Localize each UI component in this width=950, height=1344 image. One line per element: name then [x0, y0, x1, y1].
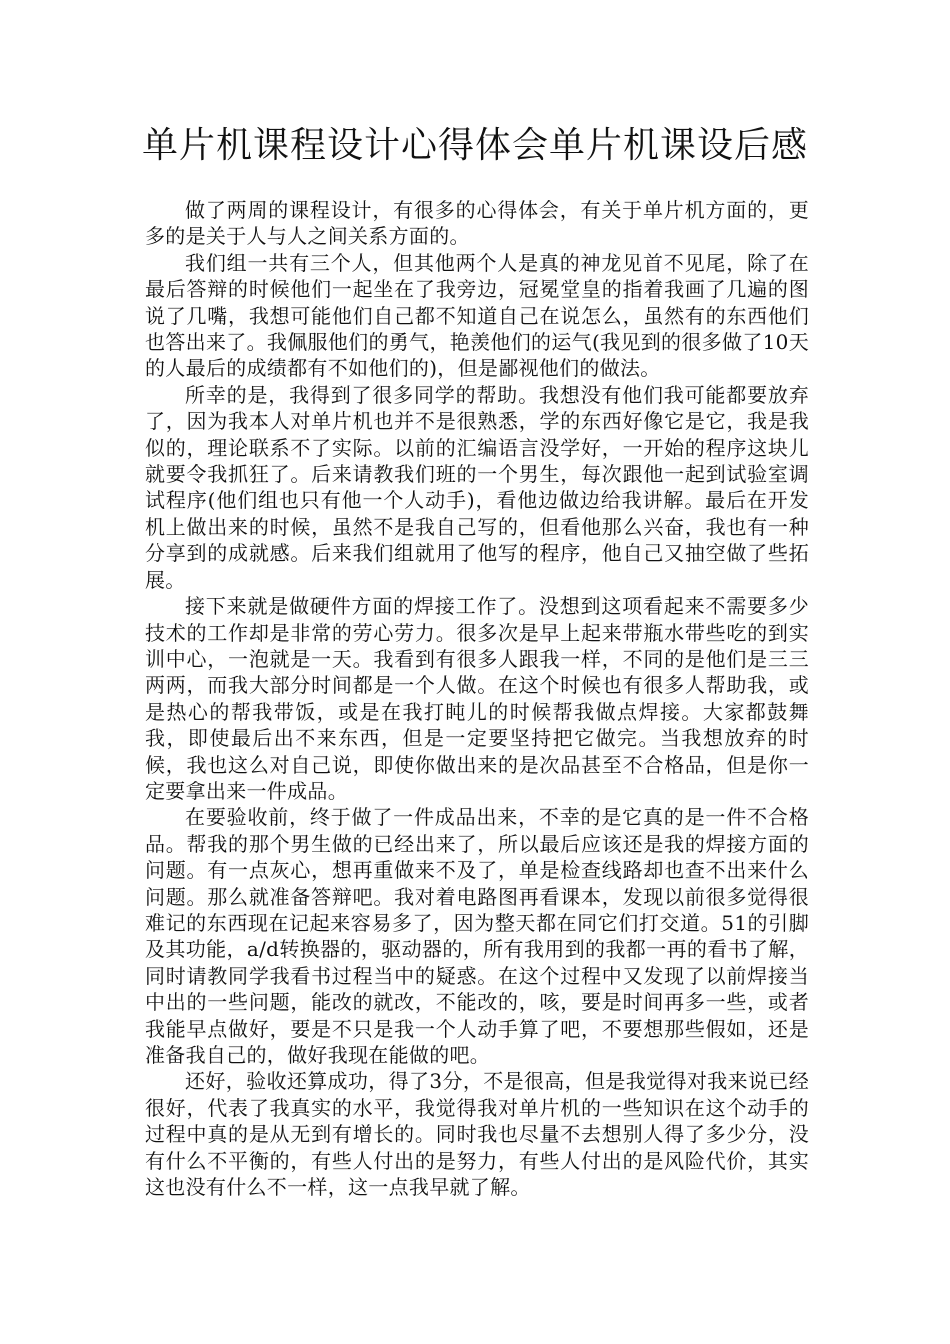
paragraph-teammates: 我们组一共有三个人，但其他两个人是真的神龙见首不见尾，除了在最后答辩的时候他们一起坐在了我旁边，冠冕堂皇的指着我画了几遍的图说了几嘴，我想可能他们自己都不知道自己在说怎么，虽然有的东西他们也答出来了。我佩服他们的勇气，艳羡他们的运气(我见到的很多做了10天的人最后的成绩都有不如他们的)，但是鄙视他们的做法。: [145, 250, 809, 381]
paragraph-help: 所幸的是，我得到了很多同学的帮助。我想没有他们我可能都要放弃了，因为我本人对单片机也并不是很熟悉，学的东西好像它是它，我是我似的，理论联系不了实际。以前的汇编语言没学好，一开始的程序这块儿就要令我抓狂了。后来请教我们班的一个男生，每次跟他一起到试验室调试程序(他们组也只有他一个人动手)，看他边做边给我讲解。最后在开发机上做出来的时候，虽然不是我自己写的，但看他那么兴奋，我也有一种分享到的成就感。后来我们组就用了他写的程序，他自己又抽空做了些拓展。: [145, 382, 809, 592]
document-body: [145, 197, 809, 1200]
paragraph-soldering: 接下来就是做硬件方面的焊接工作了。没想到这项看起来不需要多少技术的工作却是非常的劳心劳力。很多次是早上起来带瓶水带些吃的到实训中心，一泡就是一天。我看到有很多人跟我一样，不同的是他们是三三两两，而我大部分时间都是一个人做。在这个时候也有很多人帮助我，或是热心的帮我带饭，或是在我打盹儿的时候帮我做点焊接。大家都鼓舞我，即使最后出不来东西，但是一定要坚持把它做完。当我想放弃的时候，我也这么对自己说，即使你做出来的是次品甚至不合格品，但是你一定要拿出来一件成品。: [145, 594, 809, 803]
paragraph-intro: 做了两周的课程设计，有很多的心得体会，有关于单片机方面的，更多的是关于人与人之间关系方面的。: [145, 198, 809, 249]
paragraph-result: 还好，验收还算成功，得了3分，不是很高，但是我觉得对我来说已经很好，代表了我真实的水平，我觉得我对单片机的一些知识在这个动手的过程中真的是从无到有增长的。同时我也尽量不去想别人得了多少分，没有什么不平衡的，有些人付出的是努力，有些人付出的是风险代价，其实这也没有什么不一样，这一点我早就了解。: [145, 1069, 809, 1200]
document-title: 单片机课程设计心得体会单片机课设后感: [141, 125, 808, 166]
paragraph-acceptance: 在要验收前，终于做了一件成品出来，不幸的是它真的是一件不合格品。帮我的那个男生做的已经出来了，所以最后应该还是我的焊接方面的问题。有一点灰心，想再重做来不及了，单是检查线路却也查不出来什么问题。那么就准备答辩吧。我对着电路图再看课本，发现以前很多觉得很难记的东西现在记起来容易多了，因为整天都在同它们打交道。51的引脚及其功能，a/d转换器的，驱动器的，所有我用到的我都一再的看书了解，同时请教同学我看书过程当中的疑惑。在这个过程中又发现了以前焊接当中出的一些问题，能改的就改，不能改的，咳，要是时间再多一些，或者我能早点做好，要是不只是我一个人动手算了吧，不要想那些假如，还是准备我自己的，做好我现在能做的吧。: [145, 805, 809, 1067]
